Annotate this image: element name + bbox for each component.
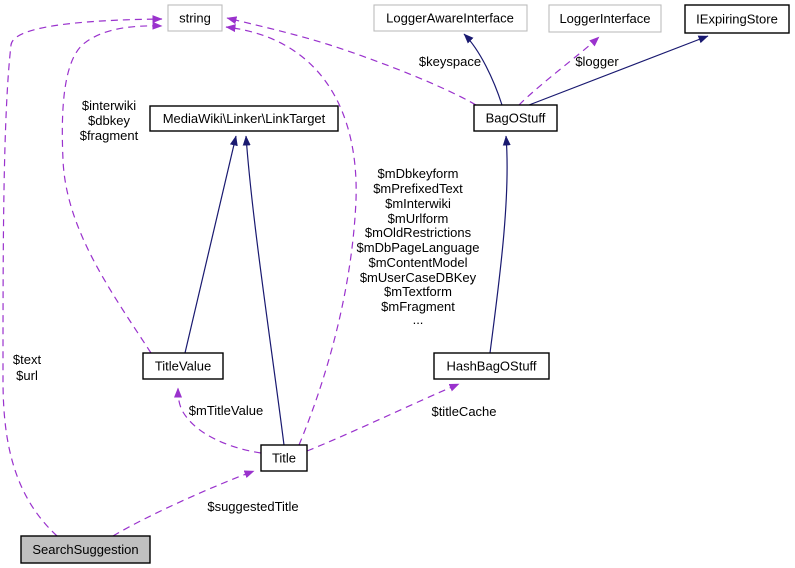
node-iexpiringstore[interactable] <box>685 5 789 33</box>
label-titlecache: $titleCache <box>431 404 497 419</box>
label-url: $url <box>16 368 38 383</box>
edge-title-to-linktarget <box>246 136 284 445</box>
node-linktarget[interactable] <box>150 106 338 131</box>
node-searchsuggestion[interactable] <box>21 536 150 563</box>
label-dbkey: $dbkey <box>88 113 130 128</box>
label-musercasedbkey: $mUserCaseDBKey <box>359 270 477 285</box>
edge-searchsuggestion-to-string <box>3 19 162 536</box>
label-suggestedtitle: $suggestedTitle <box>207 499 299 514</box>
node-iexpiringstore-label: IExpiringStore <box>696 11 778 27</box>
label-titlevalue-to-string <box>80 98 139 143</box>
node-loggerawareinterface[interactable] <box>374 5 527 31</box>
node-searchsuggestion-label: SearchSuggestion <box>32 542 139 557</box>
label-mdbpagelanguage: $mDbPageLanguage <box>356 240 480 255</box>
edge-titlevalue-to-string <box>62 26 162 353</box>
label-keyspace: $keyspace <box>418 54 482 69</box>
node-loggerinterface[interactable] <box>549 5 661 32</box>
node-hashbagostuff-label: HashBagOStuff <box>446 358 537 374</box>
node-linktarget-label: MediaWiki\Linker\LinkTarget <box>162 111 326 126</box>
label-text: $text <box>12 352 42 367</box>
edge-title-to-titlevalue <box>178 388 264 453</box>
edge-hashbagostuff-to-bagostuff <box>490 136 507 353</box>
node-hashbagostuff[interactable] <box>434 353 549 379</box>
label-moldrestrictions: $mOldRestrictions <box>364 225 472 240</box>
edge-titlevalue-to-linktarget <box>185 136 236 353</box>
label-mtextform: $mTextform <box>384 284 452 299</box>
label-minterwiki: $mInterwiki <box>385 196 451 211</box>
label-mtitlevalue: $mTitleValue <box>188 403 264 418</box>
label-mfragment: $mFragment <box>381 299 455 314</box>
edge-bagostuff-to-loggerawareinterface <box>464 34 502 105</box>
node-titlevalue[interactable] <box>143 353 223 379</box>
node-loggerawareinterface-label: LoggerAwareInterface <box>386 10 514 26</box>
node-string-label: string <box>179 10 211 26</box>
label-logger: $logger <box>575 54 619 69</box>
node-loggerinterface-label: LoggerInterface <box>559 11 651 26</box>
label-fragment: $fragment <box>79 128 139 143</box>
edge-title-to-string <box>226 27 356 445</box>
node-bagostuff[interactable] <box>474 105 557 131</box>
label-mprefixedtext: $mPrefixedText <box>373 181 463 196</box>
node-title-label: Title <box>271 450 297 466</box>
label-mdbkeyform: $mDbkeyform <box>377 166 459 181</box>
edge-bagostuff-to-loggerinterface <box>519 37 599 105</box>
label-ellipsis: ... <box>412 312 424 327</box>
label-searchsuggestion-to-string <box>13 352 42 383</box>
node-bagostuff-label: BagOStuff <box>485 110 546 126</box>
node-title[interactable] <box>261 445 307 471</box>
node-titlevalue-label: TitleValue <box>154 358 212 374</box>
node-string[interactable] <box>168 5 222 31</box>
edge-bagostuff-to-iexpiringstore <box>529 36 708 105</box>
label-title-to-string <box>357 166 480 327</box>
label-murlform: $mUrlform <box>387 211 449 226</box>
label-interwiki: $interwiki <box>81 98 137 113</box>
label-mcontentmodel: $mContentModel <box>368 255 468 270</box>
